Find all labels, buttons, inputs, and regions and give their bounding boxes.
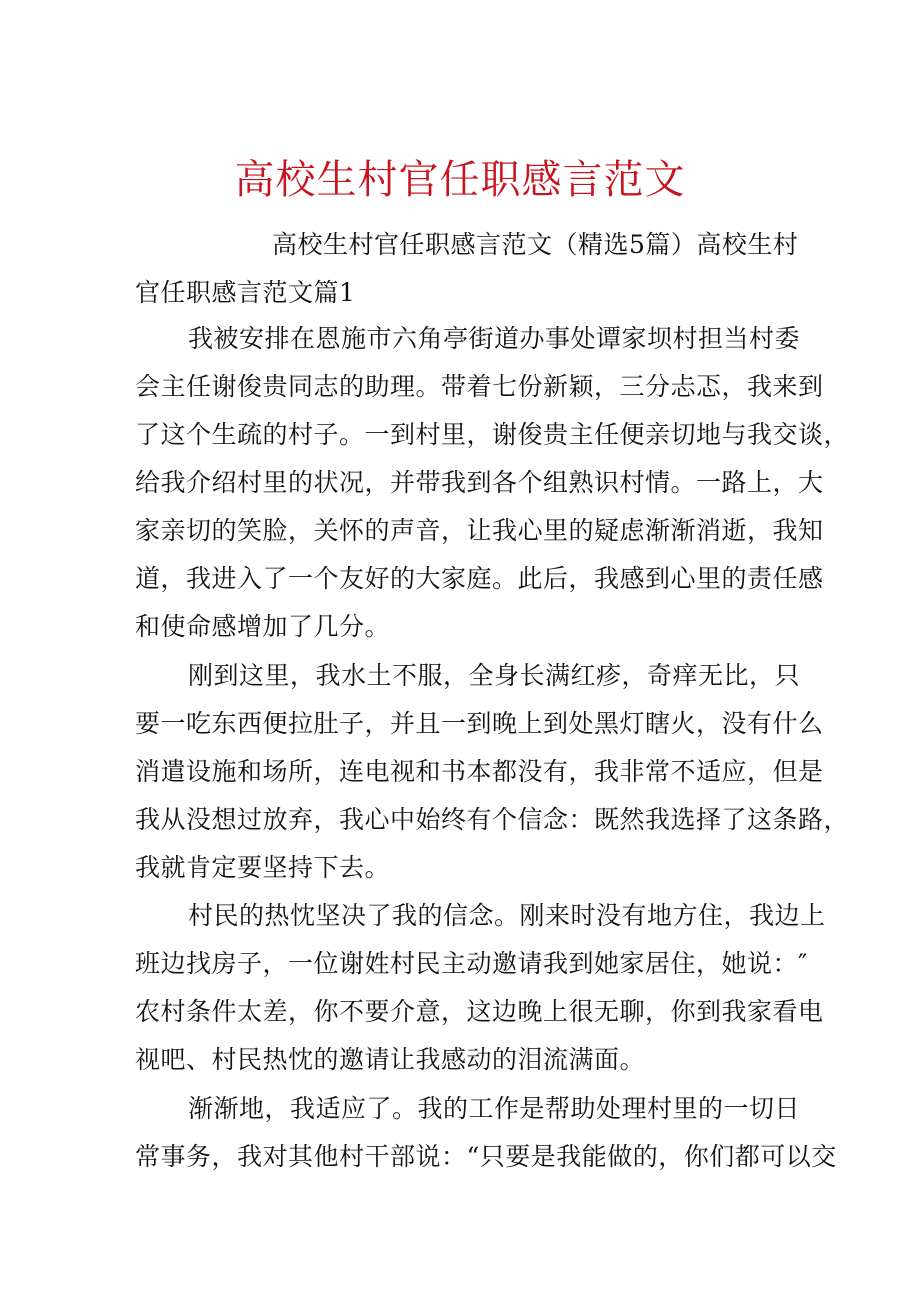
paragraph-1-line-1: 我被安排在恩施市六角亭街道办事处谭家坝村担当村委 <box>188 324 801 353</box>
paragraph-1-line-4: 给我介绍村里的状况，并带我到各个组熟识村情。一路上，大 <box>135 468 824 497</box>
paragraph-1-line-7: 和使命感增加了几分。 <box>135 612 391 641</box>
paragraph-1-line-6: 道，我进入了一个友好的大家庭。此后，我感到心里的责任感 <box>135 564 824 593</box>
paragraph-2-line-3: 消遣设施和场所，连电视和书本都没有，我非常不适应，但是 <box>135 757 824 786</box>
paragraph-1-line-3: 了这个生疏的村子。一到村里，谢俊贵主任便亲切地与我交谈， <box>135 420 850 449</box>
paragraph-1-line-5: 家亲切的笑脸，关怀的声音，让我心里的疑虑渐渐消逝，我知 <box>135 516 824 545</box>
paragraph-2-line-1: 刚到这里，我水土不服，全身长满红疹，奇痒无比，只 <box>188 661 801 690</box>
paragraph-2-line-4: 我从没想过放弃，我心中始终有个信念：既然我选择了这条路， <box>135 805 850 834</box>
paragraph-3-line-4: 视吧、村民热忱的邀请让我感动的泪流满面。 <box>135 1045 646 1074</box>
paragraph-4-line-1: 渐渐地，我适应了。我的工作是帮助处理村里的一切日 <box>188 1094 801 1123</box>
paragraph-3-line-2: 班边找房子，一位谢姓村民主动邀请我到她家居住，她说：″ <box>135 949 808 978</box>
paragraph-4-line-2: 常事务，我对其他村干部说：“只要是我能做的，你们都可以交 <box>135 1142 837 1171</box>
intro-line-1: 高校生村官任职感言范文（精选5篇）高校生村 <box>272 230 799 259</box>
paragraph-1-line-2: 会主任谢俊贵同志的助理。带着七份新颖，三分忐忑，我来到 <box>135 372 824 401</box>
paragraph-3-line-1: 村民的热忱坚决了我的信念。刚来时没有地方住，我边上 <box>188 901 826 930</box>
paragraph-2-line-2: 要一吃东西便拉肚子，并且一到晚上到处黑灯瞎火，没有什么 <box>135 709 824 738</box>
paragraph-3-line-3: 农村条件太差，你不要介意，这边晚上很无聊，你到我家看电 <box>135 997 824 1026</box>
intro-line-2: 官任职感言范文篇1 <box>135 278 356 307</box>
document-title: 高校生村官任职感言范文 <box>234 157 686 203</box>
paragraph-2-line-5: 我就肯定要坚持下去。 <box>135 853 391 882</box>
